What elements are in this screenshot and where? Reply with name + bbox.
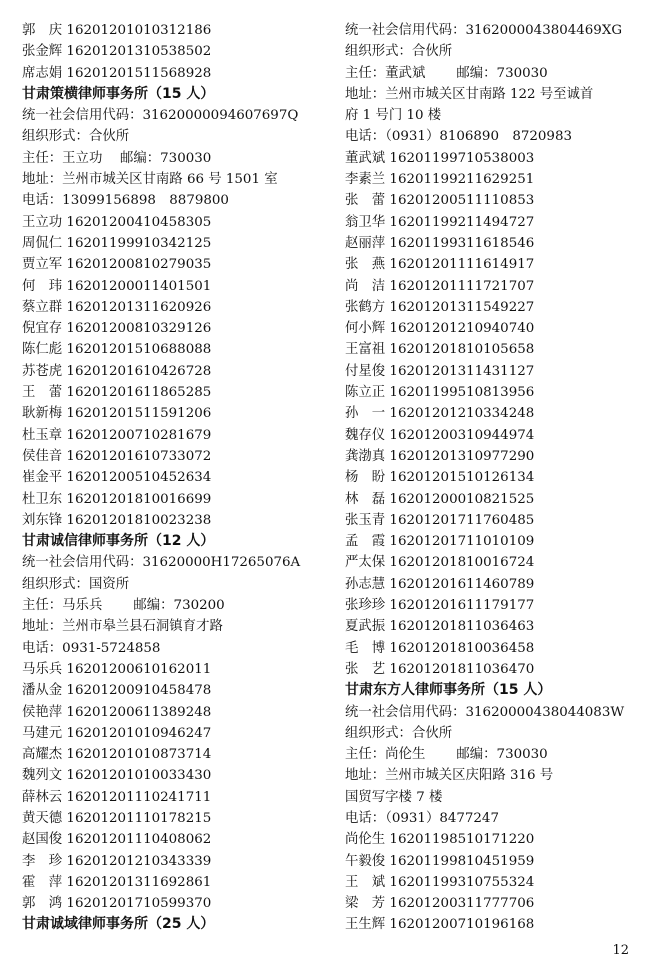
entry-line: 张玉青 16201201711760485 <box>345 512 535 528</box>
entry-line: 地址：兰州市城关区庆阳路 316 号 <box>345 768 554 784</box>
entry-line: 张 艺 16201201811036470 <box>345 661 535 677</box>
entry-line: 统一社会信用代码：3162000043804469XG <box>345 23 623 38</box>
entry-line: 薛林云 16201201110241711 <box>22 789 212 805</box>
entry-line: 毛 博 16201201810036458 <box>345 640 535 656</box>
entry-line: 杨 盼 16201201510126134 <box>345 470 535 486</box>
entry-line: 林 磊 16201200010821525 <box>345 491 535 507</box>
entry-line: 付星俊 16201201311431127 <box>345 363 535 379</box>
entry-line: 梁 芳 16201200311777706 <box>345 896 535 912</box>
right-column <box>345 20 645 936</box>
entry-line: 张 蕾 16201200511110853 <box>345 193 535 209</box>
entry-line: 电话：0931-5724858 <box>22 640 161 656</box>
entry-line: 董武斌 16201199710538003 <box>345 150 535 166</box>
entry-line: 马乐兵 16201200610162011 <box>22 661 212 677</box>
entry-line: 组织形式：合伙所 <box>345 725 453 741</box>
entry-line: 府 1 号门 10 楼 <box>345 108 442 124</box>
entry-line: 组织形式：国资所 <box>22 576 130 592</box>
page-number: 12 <box>612 943 629 958</box>
entry-line: 陈立正 16201199510813956 <box>345 385 535 401</box>
firm-heading: 甘肃策横律师事务所（15 人） <box>22 85 215 102</box>
entry-line: 主任：董武斌 邮编：730030 <box>345 65 548 81</box>
entry-line: 王 蕾 16201201611865285 <box>22 385 212 401</box>
entry-line: 统一社会信用代码：31620000438044083W <box>345 704 625 720</box>
entry-line: 倪宜存 16201200810329126 <box>22 321 212 337</box>
entry-line: 郭 庆 16201201010312186 <box>22 23 212 38</box>
entry-line: 王富祖 16201201810105658 <box>345 342 535 358</box>
entry-line: 组织形式：合伙所 <box>22 129 130 145</box>
entry-line: 地址：兰州市城关区甘南路 66 号 1501 室 <box>22 172 278 188</box>
entry-line: 统一社会信用代码：31620000094607697Q <box>22 108 299 124</box>
entry-line: 电话：（0931）8106890 8720983 <box>345 129 572 145</box>
entry-line: 何 玮 16201200011401501 <box>22 278 212 294</box>
entry-line: 席志娟 16201201511568928 <box>22 65 212 81</box>
entry-line: 马建元 16201201010946247 <box>22 725 212 741</box>
entry-line: 杜卫东 16201201810016699 <box>22 491 212 507</box>
entry-line: 主任：马乐兵 邮编：730200 <box>22 598 225 614</box>
entry-line: 尚伦生 16201198510171220 <box>345 832 535 848</box>
entry-line: 张金辉 16201201310538502 <box>22 44 212 60</box>
entry-line: 电话：13099156898 8879800 <box>22 193 229 209</box>
entry-line: 孙 一 16201201210334248 <box>345 406 535 422</box>
entry-line: 李 珍 16201201210343339 <box>22 853 212 869</box>
entry-line: 蔡立群 16201201311620926 <box>22 299 212 315</box>
entry-line: 贾立军 16201200810279035 <box>22 257 212 273</box>
entry-line: 侯佳音 16201201610733072 <box>22 448 212 464</box>
entry-line: 国贸写字楼 7 楼 <box>345 789 443 805</box>
entry-line: 侯艳萍 16201200611389248 <box>22 704 212 720</box>
entry-line: 张鹤方 16201201311549227 <box>345 299 535 315</box>
entry-line: 张珍珍 16201201611179177 <box>345 598 535 614</box>
entry-line: 夏武振 16201201811036463 <box>345 619 535 635</box>
entry-line: 尚 洁 16201201111721707 <box>345 278 535 294</box>
entry-line: 黄天德 16201201110178215 <box>22 810 212 826</box>
entry-line: 主任：王立功 邮编：730030 <box>22 150 212 166</box>
entry-line: 崔金平 16201200510452634 <box>22 470 212 486</box>
entry-line: 孟 霞 16201201711010109 <box>345 534 535 550</box>
entry-line: 组织形式：合伙所 <box>345 44 453 60</box>
entry-line: 李素兰 16201199211629251 <box>345 172 535 188</box>
entry-line: 孙志慧 16201201611460789 <box>345 576 535 592</box>
firm-heading: 甘肃东方人律师事务所（15 人） <box>345 682 552 699</box>
entry-line: 王立功 16201200410458305 <box>22 214 212 230</box>
entry-line: 杜玉章 16201200710281679 <box>22 427 212 443</box>
entry-line: 王 斌 16201199310755324 <box>345 874 535 890</box>
entry-line: 周侃仁 16201199910342125 <box>22 235 212 251</box>
entry-line: 严太保 16201201810016724 <box>345 555 535 571</box>
entry-line: 魏列文 16201201010033430 <box>22 768 212 784</box>
entry-line: 赵国俊 16201201110408062 <box>22 832 212 848</box>
entry-line: 郭 鸿 16201201710599370 <box>22 896 212 912</box>
entry-line: 耿新梅 16201201511591206 <box>22 406 212 422</box>
entry-line: 午毅俊 16201199810451959 <box>345 853 535 869</box>
entry-line: 何小辉 16201201210940740 <box>345 321 535 337</box>
entry-line: 统一社会信用代码：31620000H17265076A <box>22 555 301 571</box>
entry-line: 霍 萍 16201201311692861 <box>22 874 212 890</box>
entry-line: 魏存仪 16201200310944974 <box>345 427 535 443</box>
entry-line: 电话：（0931）8477247 <box>345 810 499 826</box>
entry-line: 张 燕 16201201111614917 <box>345 257 535 273</box>
entry-line: 龚渤真 16201201310977290 <box>345 448 535 464</box>
entry-line: 苏苍虎 16201201610426728 <box>22 363 212 379</box>
entry-line: 赵丽萍 16201199311618546 <box>345 235 535 251</box>
entry-line: 地址：兰州市城关区甘南路 122 号至诚首 <box>345 86 594 102</box>
entry-line: 翁卫华 16201199211494727 <box>345 214 535 230</box>
entry-line: 王生辉 16201200710196168 <box>345 917 535 933</box>
entry-line: 刘东锋 16201201810023238 <box>22 512 212 528</box>
entry-line: 主任：尚伦生 邮编：730030 <box>345 747 548 763</box>
entry-line: 高耀杰 16201201010873714 <box>22 747 212 763</box>
firm-heading: 甘肃诚信律师事务所（12 人） <box>22 533 215 550</box>
entry-line: 地址：兰州市皋兰县石洞镇育才路 <box>22 619 223 635</box>
left-column <box>22 20 322 936</box>
firm-heading: 甘肃诚域律师事务所（25 人） <box>22 916 215 933</box>
entry-line: 陈仁彪 16201201510688088 <box>22 342 212 358</box>
entry-line: 潘从金 16201200910458478 <box>22 683 212 699</box>
